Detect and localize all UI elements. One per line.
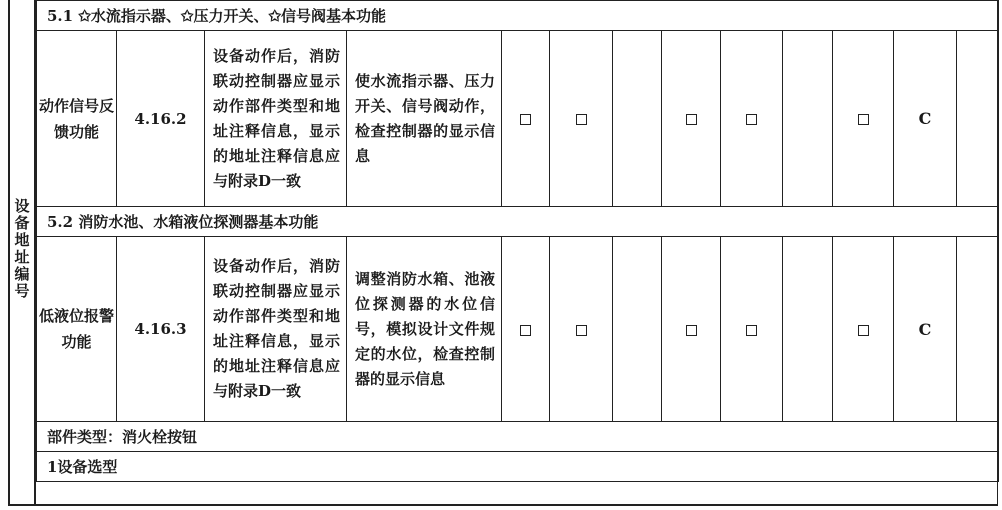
item-name: 低液位报警功能 xyxy=(37,237,117,422)
grade-cell xyxy=(894,31,957,207)
check-cell[interactable] xyxy=(721,237,783,422)
checkbox[interactable] xyxy=(746,114,757,125)
section-heading-row xyxy=(37,207,999,237)
empty-cell xyxy=(783,237,833,422)
checkbox[interactable] xyxy=(686,325,697,336)
component-type: 部件类型：消火栓按钮 xyxy=(37,422,999,452)
empty-cell xyxy=(957,31,999,207)
item-name: 动作信号反馈功能 xyxy=(37,31,117,207)
checkbox[interactable] xyxy=(858,114,869,125)
side-label: 设备地址编号 xyxy=(14,197,30,300)
document-frame xyxy=(8,0,998,506)
empty-cell xyxy=(613,237,662,422)
check-cell[interactable] xyxy=(502,237,550,422)
empty-cell xyxy=(957,237,999,422)
grade-label: C xyxy=(918,319,932,339)
check-cell[interactable] xyxy=(550,31,613,207)
check-cell[interactable] xyxy=(502,31,550,207)
requirement-text: 设备动作后，消防联动控制器应显示动作部件类型和地址注释信息，显示的地址注释信息应与附录D一致 xyxy=(205,31,347,207)
check-cell[interactable] xyxy=(721,31,783,207)
checkbox[interactable] xyxy=(520,114,531,125)
clause-number: 4.16.2 xyxy=(117,31,205,207)
check-cell[interactable] xyxy=(833,31,894,207)
table-row xyxy=(37,237,999,422)
checkbox[interactable] xyxy=(686,114,697,125)
checkbox[interactable] xyxy=(520,325,531,336)
component-type-row xyxy=(37,422,999,452)
checkbox[interactable] xyxy=(858,325,869,336)
inspection-table xyxy=(36,0,999,482)
check-cell[interactable] xyxy=(550,237,613,422)
check-cell[interactable] xyxy=(833,237,894,422)
requirement-text: 设备动作后，消防联动控制器应显示动作部件类型和地址注释信息，显示的地址注释信息应与附录D一致 xyxy=(205,237,347,422)
section-heading: 5.2 消防水池、水箱液位探测器基本功能 xyxy=(37,207,999,237)
empty-cell xyxy=(783,31,833,207)
check-cell[interactable] xyxy=(662,31,721,207)
clause-number: 4.16.3 xyxy=(117,237,205,422)
grade-cell xyxy=(894,237,957,422)
side-column xyxy=(10,0,36,504)
checkbox[interactable] xyxy=(746,325,757,336)
next-section-row xyxy=(37,452,999,482)
grade-label: C xyxy=(918,109,932,128)
checkbox[interactable] xyxy=(576,325,587,336)
table-row xyxy=(37,31,999,207)
section-heading: 5.1 ✩水流指示器、✩压力开关、✩信号阀基本功能 xyxy=(37,1,999,31)
method-text: 使水流指示器、压力开关、信号阀动作，检查控制器的显示信息 xyxy=(347,31,502,207)
checkbox[interactable] xyxy=(576,114,587,125)
check-cell[interactable] xyxy=(662,237,721,422)
method-text: 调整消防水箱、池液位探测器的水位信号，模拟设计文件规定的水位，检查控制器的显示信息 xyxy=(347,237,502,422)
empty-cell xyxy=(613,31,662,207)
next-section-heading: 1设备选型 xyxy=(37,452,999,482)
section-heading-row xyxy=(37,1,999,31)
